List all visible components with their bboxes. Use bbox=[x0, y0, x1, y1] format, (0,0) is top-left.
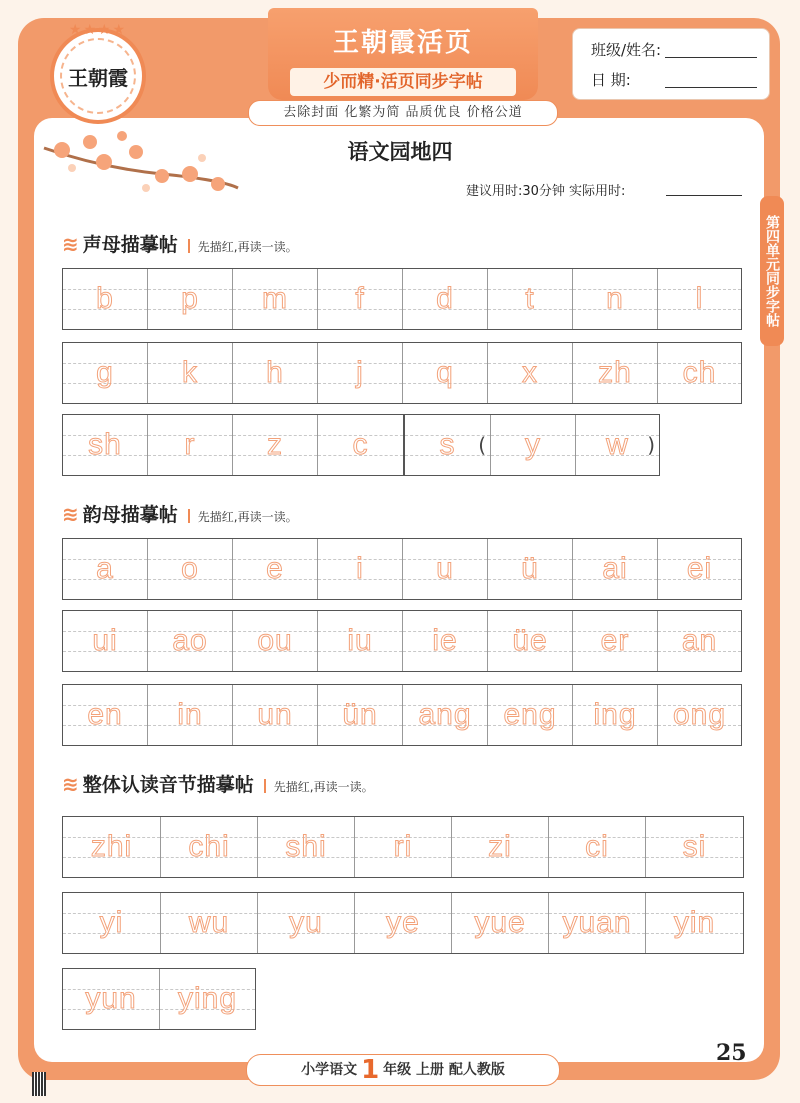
date-line[interactable] bbox=[665, 87, 757, 88]
trace-cell[interactable]: s ( bbox=[405, 415, 491, 475]
footer-subject: 小学语文 bbox=[301, 1062, 358, 1078]
time-info: 建议用时:30分钟 实际用时: bbox=[466, 184, 626, 199]
trace-cell[interactable]: r bbox=[148, 415, 233, 475]
practice-row bbox=[62, 414, 404, 476]
trace-cell[interactable]: m bbox=[233, 269, 318, 329]
trace-cell[interactable]: i bbox=[318, 539, 403, 599]
trace-cell[interactable]: an bbox=[658, 611, 741, 671]
trace-cell[interactable]: yu bbox=[258, 893, 355, 953]
trace-cell[interactable]: b bbox=[63, 269, 148, 329]
trace-cell[interactable]: ü bbox=[488, 539, 573, 599]
trace-cell[interactable]: j bbox=[318, 343, 403, 403]
footer-banner bbox=[246, 1054, 560, 1086]
wave-icon: ≋ bbox=[62, 232, 79, 256]
trace-cell[interactable]: chi bbox=[161, 817, 258, 877]
actual-time-line[interactable] bbox=[666, 195, 742, 196]
trace-cell[interactable]: k bbox=[148, 343, 233, 403]
trace-cell[interactable]: c bbox=[318, 415, 403, 475]
logo-text: 王朝霞 bbox=[68, 66, 128, 90]
trace-cell[interactable]: er bbox=[573, 611, 658, 671]
trace-cell[interactable]: yuan bbox=[549, 893, 646, 953]
trace-cell[interactable]: yun bbox=[63, 969, 160, 1029]
divider bbox=[264, 779, 266, 793]
trace-cell[interactable]: shi bbox=[258, 817, 355, 877]
close-paren: ) bbox=[647, 433, 655, 457]
practice-row bbox=[62, 816, 744, 878]
trace-cell[interactable]: l bbox=[658, 269, 741, 329]
trace-cell[interactable]: d bbox=[403, 269, 488, 329]
trace-cell[interactable]: zhi bbox=[63, 817, 161, 877]
trace-cell[interactable]: ai bbox=[573, 539, 658, 599]
trace-cell[interactable]: x bbox=[488, 343, 573, 403]
practice-row bbox=[62, 892, 744, 954]
name-date-box bbox=[572, 28, 770, 100]
trace-cell[interactable]: yue bbox=[452, 893, 549, 953]
trace-cell[interactable]: ing bbox=[573, 685, 658, 745]
trace-cell[interactable]: ie bbox=[403, 611, 488, 671]
trace-cell[interactable]: un bbox=[233, 685, 318, 745]
trace-cell[interactable]: si bbox=[646, 817, 743, 877]
unit-side-tab: 第四单元同步字帖 bbox=[760, 196, 784, 346]
trace-cell[interactable]: ying bbox=[160, 969, 255, 1029]
trace-cell[interactable]: ei bbox=[658, 539, 741, 599]
practice-row bbox=[62, 538, 742, 600]
section-heading-finals: ≋ 韵母描摹帖 先描红,再读一读。 bbox=[62, 502, 298, 526]
trace-cell[interactable]: ao bbox=[148, 611, 233, 671]
trace-cell[interactable]: n bbox=[573, 269, 658, 329]
page-number: 25 bbox=[716, 1040, 747, 1066]
practice-row bbox=[62, 968, 256, 1030]
footer-grade-number: 1 bbox=[361, 1055, 380, 1085]
trace-cell[interactable]: f bbox=[318, 269, 403, 329]
trace-cell[interactable]: yi bbox=[63, 893, 161, 953]
trace-cell[interactable]: ou bbox=[233, 611, 318, 671]
trace-cell[interactable]: sh bbox=[63, 415, 148, 475]
practice-row bbox=[62, 684, 742, 746]
practice-row bbox=[62, 610, 742, 672]
trace-cell[interactable]: üe bbox=[488, 611, 573, 671]
trace-cell[interactable]: g bbox=[63, 343, 148, 403]
trace-cell[interactable]: zh bbox=[573, 343, 658, 403]
publisher-logo bbox=[50, 28, 146, 124]
trace-cell[interactable]: h bbox=[233, 343, 318, 403]
trace-cell[interactable]: eng bbox=[488, 685, 573, 745]
trace-cell[interactable]: z bbox=[233, 415, 318, 475]
trace-cell[interactable]: ri bbox=[355, 817, 452, 877]
logo-stars-icon: ★★★★ bbox=[68, 22, 128, 38]
practice-row bbox=[404, 414, 660, 476]
wave-icon: ≋ bbox=[62, 502, 79, 526]
name-label: 班级/姓名: bbox=[591, 41, 662, 59]
trace-cell[interactable]: en bbox=[63, 685, 148, 745]
wave-icon: ≋ bbox=[62, 772, 79, 796]
trace-cell[interactable]: in bbox=[148, 685, 233, 745]
divider bbox=[188, 509, 190, 523]
brand-title: 王朝霞活页 bbox=[332, 28, 473, 58]
name-line[interactable] bbox=[665, 57, 757, 58]
practice-row bbox=[62, 342, 742, 404]
trace-cell[interactable]: q bbox=[403, 343, 488, 403]
trace-cell[interactable]: ong bbox=[658, 685, 741, 745]
trace-cell[interactable]: ci bbox=[549, 817, 646, 877]
trace-cell[interactable]: y bbox=[491, 415, 576, 475]
trace-cell[interactable]: ch bbox=[658, 343, 741, 403]
trace-cell[interactable]: u bbox=[403, 539, 488, 599]
trace-cell[interactable]: p bbox=[148, 269, 233, 329]
trace-cell[interactable]: ye bbox=[355, 893, 452, 953]
section-heading-syllables: ≋ 整体认读音节描摹帖 先描红,再读一读。 bbox=[62, 772, 374, 796]
trace-cell[interactable]: ün bbox=[318, 685, 403, 745]
trace-cell[interactable]: ui bbox=[63, 611, 148, 671]
trace-cell[interactable]: o bbox=[148, 539, 233, 599]
barcode-icon bbox=[32, 1072, 46, 1096]
date-label: 日 期: bbox=[591, 71, 631, 89]
trace-cell[interactable]: e bbox=[233, 539, 318, 599]
trace-cell[interactable]: yin bbox=[646, 893, 743, 953]
page-title: 语文园地四 bbox=[347, 140, 453, 164]
trace-cell[interactable]: t bbox=[488, 269, 573, 329]
section-note: 先描红,再读一读。 bbox=[273, 780, 374, 794]
section-note: 先描红,再读一读。 bbox=[197, 240, 298, 254]
footer-grade: 年级 上册 配人教版 bbox=[383, 1062, 505, 1078]
trace-cell[interactable]: w ) bbox=[576, 415, 659, 475]
trace-cell[interactable]: iu bbox=[318, 611, 403, 671]
section-heading-initials: ≋ 声母描摹帖 先描红,再读一读。 bbox=[62, 232, 298, 256]
trace-cell[interactable]: zi bbox=[452, 817, 549, 877]
trace-cell[interactable]: ang bbox=[403, 685, 488, 745]
brand-subtitle: 少而精·活页同步字帖 bbox=[290, 68, 516, 96]
practice-row bbox=[62, 268, 742, 330]
slogan-banner: 去除封面 化繁为简 品质优良 价格公道 bbox=[248, 100, 558, 126]
open-paren: ( bbox=[478, 433, 486, 457]
trace-cell[interactable]: wu bbox=[161, 893, 258, 953]
trace-cell[interactable]: a bbox=[63, 539, 148, 599]
divider bbox=[188, 239, 190, 253]
section-note: 先描红,再读一读。 bbox=[197, 510, 298, 524]
